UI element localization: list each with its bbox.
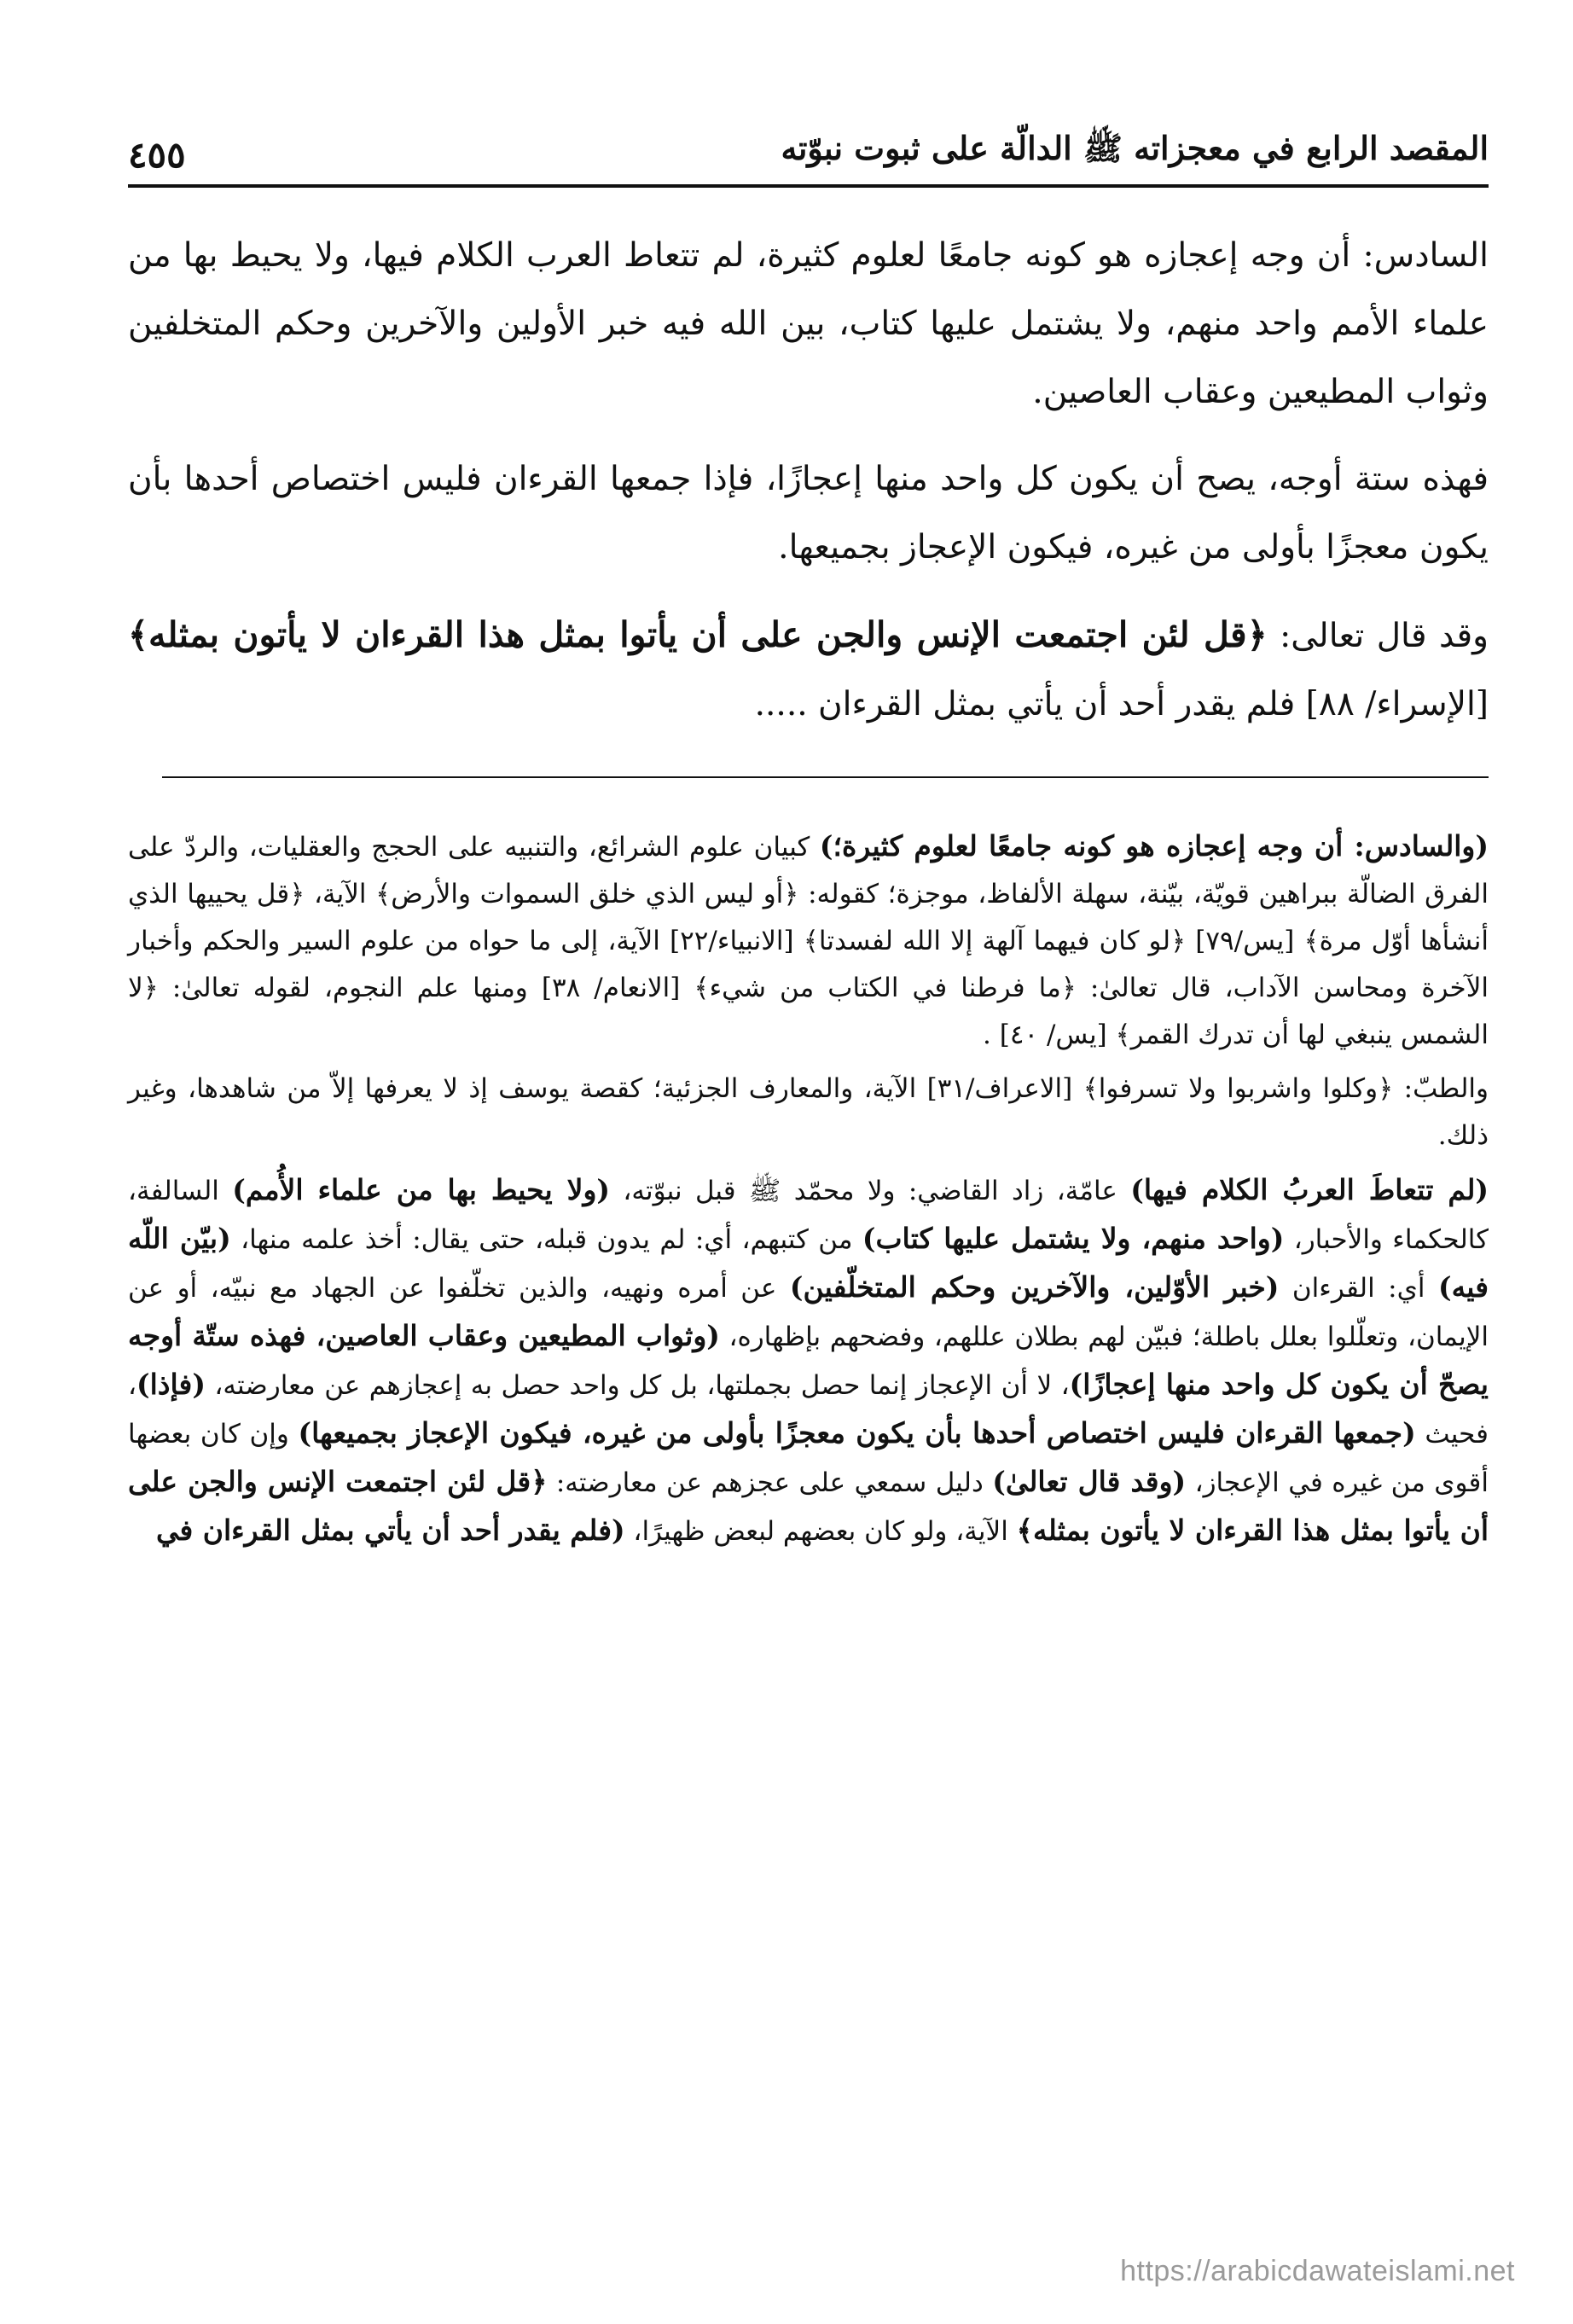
commentary-run: من كتبهم، أي: لم يدون قبله، حتى يقال: أخذ علمه منها،	[230, 1224, 862, 1255]
running-header	[128, 102, 1489, 188]
watermark-url: https://arabicdawateislami.net	[1120, 2255, 1515, 2287]
quoted-matn: (واحد منهم، ولا يشتمل عليها كتاب)	[862, 1222, 1285, 1255]
running-header-title: المقصد الرابع في معجزاته ﷺ الدالّة على ثبوت نبوّته	[781, 129, 1489, 167]
commentary-paragraph-2: والطبّ: ﴿وكلوا واشربوا ولا تسرفوا﴾ [الاعراف/٣١] الآية، والمعارف الجزئية؛ كقصة يوسف إذ لا يعرفها إلاّ من شاهدها، وغير ذلك.	[128, 1073, 1489, 1151]
commentary-run: الآية، ولو كان بعضهم لبعض ظهيرًا،	[624, 1516, 1017, 1547]
commentary-run: ، لا أن الإعجاز إنما حصل بجملتها، بل كل واحد حصل به إعجازهم عن معارضته،	[205, 1370, 1070, 1401]
book-page	[128, 102, 1489, 2286]
commentary-paragraph-1	[128, 822, 1489, 1059]
quoted-matn: (فلم يقدر أحد أن يأتي بمثل القرءان في	[155, 1514, 625, 1547]
commentary-paragraph-3	[128, 1166, 1489, 1555]
commentary-text	[128, 822, 1489, 1555]
commentary-run: وإن كان بعضها أقوى من غيره في الإعجاز،	[128, 1419, 1489, 1498]
main-paragraph-3	[128, 601, 1489, 739]
commentary-run: عن أمره ونهيه، والذين تخلّفوا عن الجهاد مع نبيّه، أو عن الإيمان، وتعلّلوا بعلل باطلة؛ فبيّن لهم بطلان عللهم، وفضحهم بإظهاره،	[128, 1273, 1489, 1352]
quoted-matn: (بيّن اللّه فيه)	[128, 1222, 1489, 1304]
quoted-matn: (والسادس: أن وجه إعجازه هو كونه جامعًا لعلوم كثيرة؛)	[819, 829, 1489, 863]
commentary-run: السالفة، كالحكماء والأحبار،	[128, 1176, 1489, 1255]
commentary-run: أي: القرءان	[1279, 1273, 1438, 1304]
quoted-matn: (وثواب المطيعين وعقاب العاصين، فهذه ستّة أوجه يصحّ أن يكون كل واحد منها إعجازًا)	[128, 1319, 1489, 1401]
commentary-run: عامّة، زاد القاضي: ولا محمّد ﷺ قبل نبوّته،	[610, 1176, 1131, 1206]
page-number: ٤٥٥	[128, 134, 186, 176]
main-paragraph-2: فهذه ستة أوجه، يصح أن يكون كل واحد منها إعجازًا، فإذا جمعها القرءان فليس اختصاص أحدها بأن يكون معجزًا بأولى من غيره، فيكون الإعجاز بجميعها.	[128, 460, 1489, 566]
main-text-run: [الإسراء/ ٨٨] فلم يقدر أحد أن يأتي بمثل القرءان .....	[754, 685, 1489, 723]
main-text	[128, 222, 1489, 739]
quoted-matn: (وقد قال تعالىٰ)	[992, 1465, 1187, 1498]
main-paragraph-1: السادس: أن وجه إعجازه هو كونه جامعًا لعلوم كثيرة، لم تتعاط العرب الكلام فيها، ولا يحيط بها من علماء الأمم واحد منهم، ولا يشتمل عليها كتاب، بين الله فيه خبر الأولين والآخرين وحكم المتخلفين وثواب المطيعين وعقاب العاصين.	[128, 236, 1489, 411]
main-text-run: وقد قال تعالى:	[1267, 617, 1489, 655]
commentary-run: دليل سمعي على عجزهم عن معارضته:	[547, 1467, 993, 1498]
quoted-matn: (ولا يحيط بها من علماء الأُمم)	[232, 1173, 611, 1206]
quran-verse: ﴿قل لئن اجتمعت الإنس والجن على أن يأتوا بمثل هذا القرءان لا يأتون بمثله﴾	[128, 1465, 1489, 1547]
commentary-run: ، فحيث	[128, 1370, 1489, 1450]
commentary-run: كبيان علوم الشرائع، والتنبيه على الحجج والعقليات، والردّ على الفرق الضالّة ببراهين قويّة، بيّنة، سهلة الألفاظ، موجزة؛ كقوله: ﴿أو ليس الذي خلق السموات والأرض﴾ الآية، ﴿قل يحييها الذي أنشأها أوّل مرة﴾ [يس/٧٩] ﴿لو كان فيهما آلهة إلا الله لفسدتا﴾ [الانبياء/٢٢] الآية، إلى ما حواه من علوم السير والحكم وأخبار الآخرة ومحاسن الآداب، قال تعالىٰ: ﴿ما فرطنا في الكتاب من شيء﴾ [الانعام/ ٣٨] ومنها علم النجوم، لقوله تعالىٰ: ﴿لا الشمس ينبغي لها أن تدرك القمر﴾ [يس/ ٤٠] .	[128, 832, 1489, 1050]
quoted-matn: (فإذا)	[136, 1368, 206, 1401]
quoted-matn: (لم تتعاطَ العربُ الكلام فيها)	[1130, 1173, 1489, 1206]
footnote-separator	[162, 776, 1489, 778]
quoted-matn: (خبر الأوّلين، والآخرين وحكم المتخلّفين)	[789, 1270, 1280, 1304]
quoted-matn: (جمعها القرءان فليس اختصاص أحدها بأن يكون معجزًا بأولى من غيره، فيكون الإعجاز بجميعها)	[298, 1416, 1416, 1450]
quran-verse: ﴿قل لئن اجتمعت الإنس والجن على أن يأتوا بمثل هذا القرءان لا يأتون بمثله﴾	[128, 614, 1268, 655]
